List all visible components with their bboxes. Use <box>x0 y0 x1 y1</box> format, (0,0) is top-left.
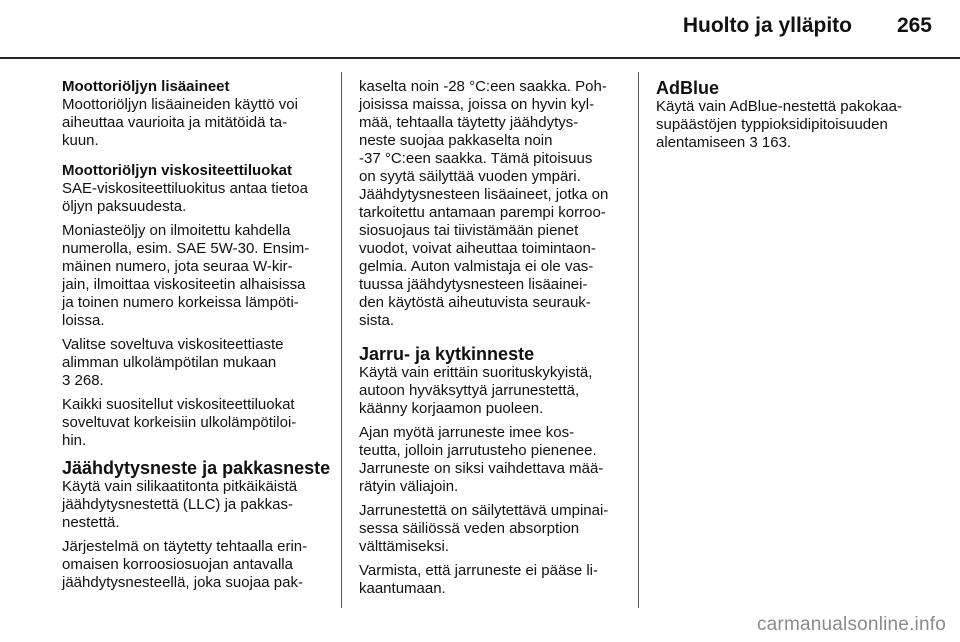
text-line: teutta, jolloin jarrutusteho pienenee. <box>359 442 597 459</box>
paragraph <box>62 478 337 532</box>
text-line: mää, tehtaalla täytetty jäähdytys- <box>359 114 579 131</box>
text-line: käänny korjaamon puoleen. <box>359 400 544 417</box>
column-2 <box>359 78 629 598</box>
header-rule <box>0 57 960 59</box>
text-line: den käytöstä aiheutuvista seurauk- <box>359 294 591 311</box>
text-line: neste suojaa pakkaselta noin <box>359 132 553 149</box>
text-line: jäähdytysnestettä (LLC) ja pakkas- <box>62 496 293 513</box>
text-line: sessa säiliössä veden absorption <box>359 520 580 537</box>
text-line: -37 °C:een saakka. Tämä pitoisuus <box>359 150 593 167</box>
text-line: soveltuvat korkeisiin ulkolämpötiloi- <box>62 414 297 431</box>
text-line: Jarruneste on siksi vaihdettava mää- <box>359 460 604 477</box>
text-line: jain, ilmoittaa viskositeetin alhaisissa <box>62 276 306 293</box>
text-line: kaselta noin -28 °C:een saakka. Poh- <box>359 78 607 95</box>
text-line: vuodot, voivat aiheuttaa toimintaon- <box>359 240 596 257</box>
text-line: autoon hyväksyttyä jarrunestettä, <box>359 382 580 399</box>
text-line: SAE-viskositeettiluokitus antaa tietoa <box>62 180 308 197</box>
text-line: aiheuttaa vaurioita ja mitätöidä ta- <box>62 114 288 131</box>
text-line: supäästöjen typpioksidipitoisuuden <box>656 116 888 133</box>
paragraph <box>62 538 337 592</box>
text-line: kuun. <box>62 132 99 149</box>
text-line: numerolla, esim. SAE 5W-30. Ensim- <box>62 240 310 257</box>
text-line: Varmista, että jarruneste ei pääse li- <box>359 562 598 579</box>
column-1 <box>62 78 337 592</box>
text-line: siosuojaus tai tiivistämään pienet <box>359 222 579 239</box>
text-line: öljyn paksuudesta. <box>62 198 187 215</box>
text-line: Valitse soveltuva viskositeettiaste <box>62 336 284 353</box>
paragraph <box>359 78 629 330</box>
paragraph <box>62 336 337 390</box>
column-3 <box>656 78 946 152</box>
text-line: välttämiseksi. <box>359 538 450 555</box>
text-line: hin. <box>62 432 87 449</box>
section-heading-coolant: Jäähdytysneste ja pakkasneste <box>62 458 331 478</box>
page-number: 265 <box>896 14 932 37</box>
paragraph <box>656 98 946 152</box>
text-line: Moniasteöljy on ilmoitettu kahdella <box>62 222 291 239</box>
text-line: gelmia. Auton valmistaja ei ole vas- <box>359 258 594 275</box>
text-line: on syytä säilyttää vuoden ympäri. <box>359 168 581 185</box>
text-line: sista. <box>359 312 395 329</box>
paragraph <box>359 502 629 556</box>
text-line: omaisen korroosiosuojan antavalla <box>62 556 293 573</box>
text-line: Jarrunestettä on säilytettävä umpinai- <box>359 502 609 519</box>
text-line: Käytä vain erittäin suorituskykyistä, <box>359 364 593 381</box>
text-line: Ajan myötä jarruneste imee kos- <box>359 424 575 441</box>
text-line: tuussa jäähdytysnesteen lisäainei- <box>359 276 588 293</box>
text-line: mäinen numero, jota seuraa W-kir- <box>62 258 293 275</box>
text-line: rätyin väliajoin. <box>359 478 459 495</box>
text-line: joisissa maissa, joissa on hyvin kyl- <box>359 96 595 113</box>
text-line: Jäähdytysnesteen lisäaineet, jotka on <box>359 186 609 203</box>
text-line: alimman ulkolämpötilan mukaan <box>62 354 277 371</box>
subheading-oil-additives: Moottoriöljyn lisäaineet <box>62 78 230 95</box>
text-line: Käytä vain silikaatitonta pitkäikäistä <box>62 478 298 495</box>
text-line: nestettä. <box>62 514 120 531</box>
text-line: loissa. <box>62 312 105 329</box>
subheading-oil-viscosity: Moottoriöljyn viskositeettiluokat <box>62 162 293 179</box>
paragraph <box>62 96 337 150</box>
page-reference: alentamiseen 3 163. <box>656 134 792 151</box>
text-line: Järjestelmä on täytetty tehtaalla erin- <box>62 538 308 555</box>
text-line: Kaikki suositellut viskositeettiluokat <box>62 396 295 413</box>
running-header-title: Huolto ja ylläpito <box>682 14 852 37</box>
text-line: kaantumaan. <box>359 580 446 597</box>
text-line: Moottoriöljyn lisäaineiden käyttö voi <box>62 96 298 113</box>
paragraph <box>62 222 337 330</box>
page-reference: 3 268. <box>62 372 104 389</box>
text-line: ja toinen numero korkeissa lämpöti- <box>62 294 299 311</box>
text-line: Käytä vain AdBlue-nestettä pakokaa- <box>656 98 902 115</box>
watermark: carmanualsonline.info <box>756 614 946 635</box>
paragraph <box>359 562 629 598</box>
paragraph <box>359 364 629 418</box>
section-heading-brake-fluid: Jarru- ja kytkinneste <box>359 344 535 364</box>
column-divider-2 <box>638 72 639 608</box>
section-heading-adblue: AdBlue <box>656 78 719 98</box>
paragraph <box>62 396 337 450</box>
column-divider-1 <box>341 72 342 608</box>
paragraph <box>62 180 337 216</box>
text-line: jäähdytysnesteellä, joka suojaa pak- <box>62 574 303 591</box>
text-line: tarkoitettu antamaan parempi korroo- <box>359 204 606 221</box>
paragraph <box>359 424 629 496</box>
